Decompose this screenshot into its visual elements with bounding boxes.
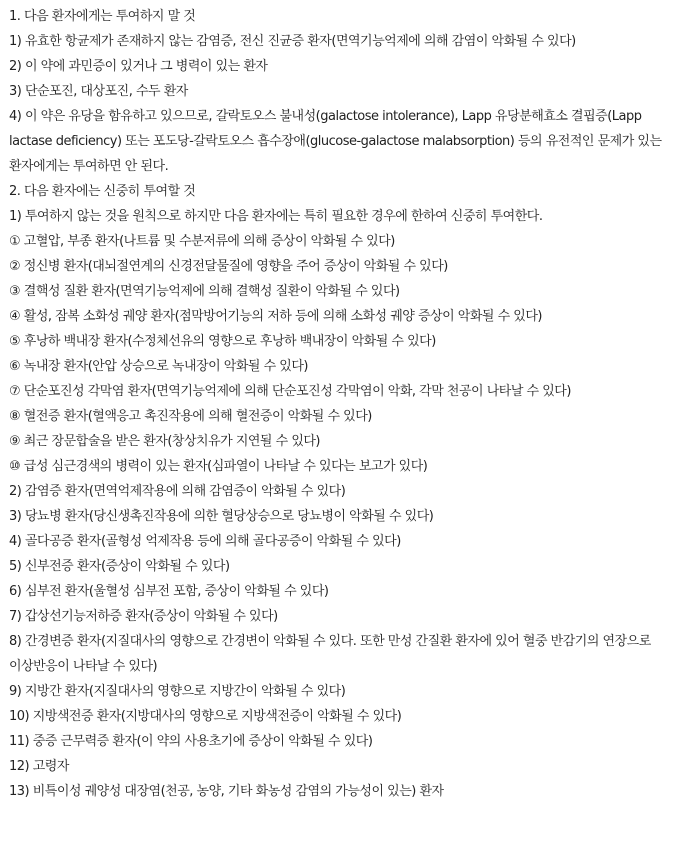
caution-item-3: 3) 당뇨병 환자(당신생촉진작용에 의한 혈당상승으로 당뇨병이 악화될 수 있다) bbox=[9, 509, 434, 524]
contraindication-item-2: 2) 이 약에 과민증이 있거나 그 병력이 있는 환자 bbox=[9, 59, 268, 74]
caution-item-1: 1) 투여하지 않는 것을 원칙으로 하지만 다음 환자에는 특히 필요한 경우에 한하여 신중히 투여한다. bbox=[9, 209, 543, 224]
caution-subitem-8: ⑧ 혈전증 환자(혈액응고 촉진작용에 의해 혈전증이 악화될 수 있다) bbox=[9, 409, 372, 424]
caution-item-9: 9) 지방간 환자(지질대사의 영향으로 지방간이 악화될 수 있다) bbox=[9, 684, 346, 699]
caution-item-11: 11) 중증 근무력증 환자(이 약의 사용초기에 증상이 악화될 수 있다) bbox=[9, 734, 373, 749]
caution-item-7: 7) 갑상선기능저하증 환자(증상이 악화될 수 있다) bbox=[9, 609, 278, 624]
caution-subitem-4: ④ 활성, 잠복 소화성 궤양 환자(점막방어기능의 저하 등에 의해 소화성 궤양 증상이 악화될 수 있다) bbox=[9, 309, 542, 324]
caution-subitem-5: ⑤ 후낭하 백내장 환자(수정체선유의 영향으로 후낭하 백내장이 악화될 수 있다) bbox=[9, 334, 436, 349]
caution-subitem-9: ⑨ 최근 장문합술을 받은 환자(창상치유가 지연될 수 있다) bbox=[9, 434, 321, 449]
section-heading-contraindications: 1. 다음 환자에게는 투여하지 말 것 bbox=[9, 9, 196, 24]
caution-item-12: 12) 고령자 bbox=[9, 759, 69, 774]
caution-subitem-10: ⑩ 급성 심근경색의 병력이 있는 환자(심파열이 나타날 수 있다는 보고가 있다) bbox=[9, 459, 428, 474]
section-heading-caution: 2. 다음 환자에는 신중히 투여할 것 bbox=[9, 184, 196, 199]
caution-item-6: 6) 심부전 환자(울혈성 심부전 포함, 증상이 악화될 수 있다) bbox=[9, 584, 329, 599]
caution-subitem-7: ⑦ 단순포진성 각막염 환자(면역기능억제에 의해 단순포진성 각막염이 악화, 각막 천공이 나타날 수 있다) bbox=[9, 384, 571, 399]
caution-item-10: 10) 지방색전증 환자(지방대사의 영향으로 지방색전증이 악화될 수 있다) bbox=[9, 709, 402, 724]
contraindication-item-1: 1) 유효한 항균제가 존재하지 않는 감염증, 전신 진균증 환자(면역기능억제에 의해 감염이 악화될 수 있다) bbox=[9, 34, 576, 49]
caution-subitem-3: ③ 결핵성 질환 환자(면역기능억제에 의해 결핵성 질환이 악화될 수 있다) bbox=[9, 284, 400, 299]
caution-item-13: 13) 비특이성 궤양성 대장염(천공, 농양, 기타 화농성 감염의 가능성이 있는) 환자 bbox=[9, 784, 444, 799]
caution-subitem-2: ② 정신병 환자(대뇌절연계의 신경전달물질에 영향을 주어 증상이 악화될 수 있다) bbox=[9, 259, 448, 274]
caution-item-2: 2) 감염증 환자(면역억제작용에 의해 감염증이 악화될 수 있다) bbox=[9, 484, 346, 499]
caution-item-8: 8) 간경변증 환자(지질대사의 영향으로 간경변이 악화될 수 있다. 또한 만성 간질환 환자에 있어 혈중 반감기의 연장으로 이상반응이 나타날 수 있다) bbox=[9, 634, 651, 674]
caution-subitem-6: ⑥ 녹내장 환자(안압 상승으로 녹내장이 악화될 수 있다) bbox=[9, 359, 308, 374]
caution-item-4: 4) 골다공증 환자(골형성 억제작용 등에 의해 골다공증이 악화될 수 있다) bbox=[9, 534, 401, 549]
contraindication-item-4: 4) 이 약은 유당을 함유하고 있으므로, 갈락토오스 불내성(galactose intolerance), Lapp 유당분해효소 결핍증(Lapp lactase deficiency) 또는 포도당-갈락토오스 흡수장애(glucose-galactose malabsorption) 등의 유전적인 문제가 있는 환자에게는 투여하면 안 된다. bbox=[9, 109, 662, 174]
contraindication-item-3: 3) 단순포진, 대상포진, 수두 환자 bbox=[9, 84, 188, 99]
caution-item-5: 5) 신부전증 환자(증상이 악화될 수 있다) bbox=[9, 559, 230, 574]
caution-subitem-1: ① 고혈압, 부종 환자(나트륨 및 수분저류에 의해 증상이 악화될 수 있다) bbox=[9, 234, 395, 249]
